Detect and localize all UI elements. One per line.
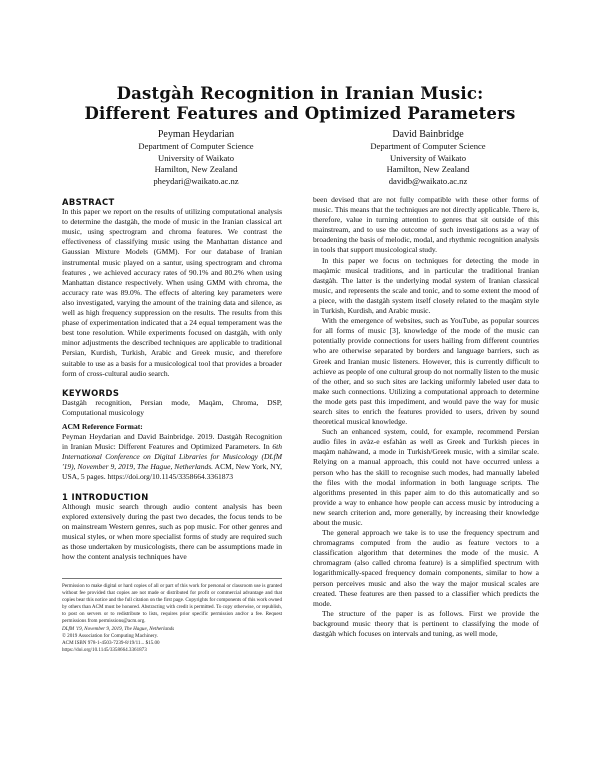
author-city: Hamilton, New Zealand (154, 164, 238, 175)
isbn-line: ACM ISBN 978-1-4503-7239-8/19/11... $15.00 (62, 639, 160, 646)
author-email[interactable]: pheydari@waikato.ac.nz (153, 175, 239, 186)
title-line-2: Different Features and Optimized Parameters (84, 104, 516, 123)
author-university: University of Waikato (389, 152, 466, 163)
intro-paragraph-5: The general approach we take is to use the frequency spectrum and chromagrams computed from the audio as feature vectors to a classification algorithm that determines the mode of the music. A chromagram (also called chroma feature) is a simplified spectrum with logarithmically-spaced frequency domain components, similar to how a person perceives music and also the way the major musical scales are created. These features are then passed to a classifier which predicts the mode. (313, 528, 539, 608)
author-department: Department of Computer Science (138, 141, 254, 151)
keywords-heading: KEYWORDS (62, 387, 120, 398)
author-department: Department of Computer Science (370, 141, 486, 151)
copyright-line: © 2019 Association for Computing Machinery. (62, 632, 159, 639)
intro-paragraph-3: With the emergence of websites, such as YouTube, as popular sources for all forms of music [3], knowledge of the mode of the music can potentially provide connections for users hailing from different countries who are otherwise separated by borders and language barriers, such as Greek and Iranian music listeners. However, this is currently difficult to achieve as people of one cultural group do not normally listen to the music of the other, and so such sites are lacking uniformly labeled user data to make such connections. Utilizing a computational approach to determine the mode gets past this impediment, and would pave the way for music search sites to enrich the features provided to users, driven by sound theoretical musical knowledge. (313, 316, 539, 427)
paper-title (0, 84, 600, 124)
title-line-1: Dastgàh Recognition in Iranian Music: (116, 84, 484, 103)
abstract-text: In this paper we report on the results of utilizing computational analysis to determine the dastgàh, the mode of music in the Iranian classical art music, using spectrogram and chroma features. We contrast the effectiveness of classifying music using the Manhattan distance and Gaussian Mixture Models (GMM). For our database of Iranian instrumental music played on a santur, using spectrogram and chroma features , we achieved accuracy rates of 90.1% and 80.2% when using Manhattan distance respectively. When using GMM with chroma, the accuracy rate was 89.0%. The effects of altering key parameters were also investigated, varying the amount of the training data and silence, as well as high frequency suppression on the results. The results from this phase of experimentation indicated that a 24 equal temperament was the best tone resolution. While experiments focused on dastgàh, with only minor adjustments the described techniques are applicable to traditional Persian, Kurdish, Turkish, Arabic and Greek music, and therefore suitable to use as a basis for a musicological tool that provides a broader form of cross-cultural audio search. (62, 207, 282, 378)
intro-paragraph-2: In this paper we focus on techniques for detecting the mode in maqàmic musical traditions, and in particular the traditional Iranian dastgàh. The latter is the underlying modal system of Iranian classical music, and represents the scale and tonic, and to some extent the mood of a piece, with the dastgàh system itself closely related to the maqàm style in Turkish, Kurdish, and Arabic music. (313, 255, 539, 316)
abstract-heading: ABSTRACT (62, 197, 115, 207)
author-name: David Bainbridge (392, 129, 464, 140)
author-name: Peyman Heydarian (157, 129, 235, 140)
author-block-2 (318, 128, 538, 187)
intro-paragraph-6: The structure of the paper is as follows. First we provide the background music theory that is pertinent to classifying the mode of dastgàh which focuses on intervals and tuning, as well mode, (313, 608, 539, 639)
left-column (62, 197, 282, 562)
author-city: Hamilton, New Zealand (386, 164, 470, 175)
reference-format-text (62, 432, 282, 482)
permission-notice: Permission to make digital or hard copies of all or part of this work for personal or classroom use is granted without fee provided that copies are not made or distributed for profit or commercial advantage and that copies bear this notice and the full citation on the first page. Copyrights for components of this work owned by others than ACM must be honored. Abstracting with credit is permitted. To copy otherwise, or republish, to post on servers or to redistribute to lists, requires prior specific permission and/or a fee. Request permissions from permissions@acm.org. (62, 583, 282, 625)
footnote-block (62, 578, 282, 654)
reference-format-heading: ACM Reference Format: (62, 421, 143, 431)
introduction-heading: 1 INTRODUCTION (62, 491, 149, 502)
intro-paragraph-4: Such an enhanced system, could, for example, recommend Persian audio files in avàz-e esfahàn as well as Greek and Turkish pieces in maqàm nahàwand, a mode in Turkish/Greek music, with a similar scale. Relying on a manual approach, this could not have occurred unless a person who has the skill to recognise such modes, had manually labeled the files with the modal information in both language scripts. The algorithms presented in this paper aim to do this automatically and so provide a way to enhance how people can access music by introducing a new search criterion and, more generally, by increasing their knowledge about the music. (313, 427, 539, 527)
author-email[interactable]: davidb@waikato.ac.nz (388, 175, 468, 186)
conference-line: DLfM '19, November 9, 2019, The Hague, Netherlands (62, 625, 175, 632)
intro-paragraph-1-continued: been devised that are not fully compatible with these other forms of music. This means that the techniques are not directly applicable. There is, therefore, value in turning attention to genres that sit outside of this mainstream, and to use the outcome of such investigations as a way of broadening the basis of melodic, modal, and rhythmic recognition analysis in tools that support musicological study. (313, 195, 539, 255)
reference-text-b: ACM, New York, NY, USA, 5 pages. https://doi.org/10.1145/3358664.3361873 (62, 462, 282, 482)
author-block-1 (86, 128, 306, 187)
keywords-text: Dastgàh recognition, Persian mode, Maqàm, Chroma, DSP, Computational musicology (62, 397, 282, 417)
right-column (313, 195, 539, 639)
author-university: University of Waikato (157, 152, 234, 163)
reference-text-a: Peyman Heydarian and David Bainbridge. 2019. Dastgàh Recognition in Iranian Music: Different Features and Optimized Parameters. In (62, 432, 282, 452)
intro-paragraph-1: Although music search through audio content analysis has been explored extensively during the past two decades, the focus tends to be on mainstream Western genres, such as pop music. For other genres and musical styles, or when more specialist forms of study are required such as those undertaken by musicologists, there can be assumptions made in how the content analysis techniques have (62, 501, 282, 562)
doi-line[interactable]: https://doi.org/10.1145/3358664.3361873 (62, 646, 147, 653)
reference-venue: 6th International Conference on Digital Libraries for Musicology (DLfM '19), November 9, 2019, The Hague, Netherlands. (62, 442, 282, 472)
